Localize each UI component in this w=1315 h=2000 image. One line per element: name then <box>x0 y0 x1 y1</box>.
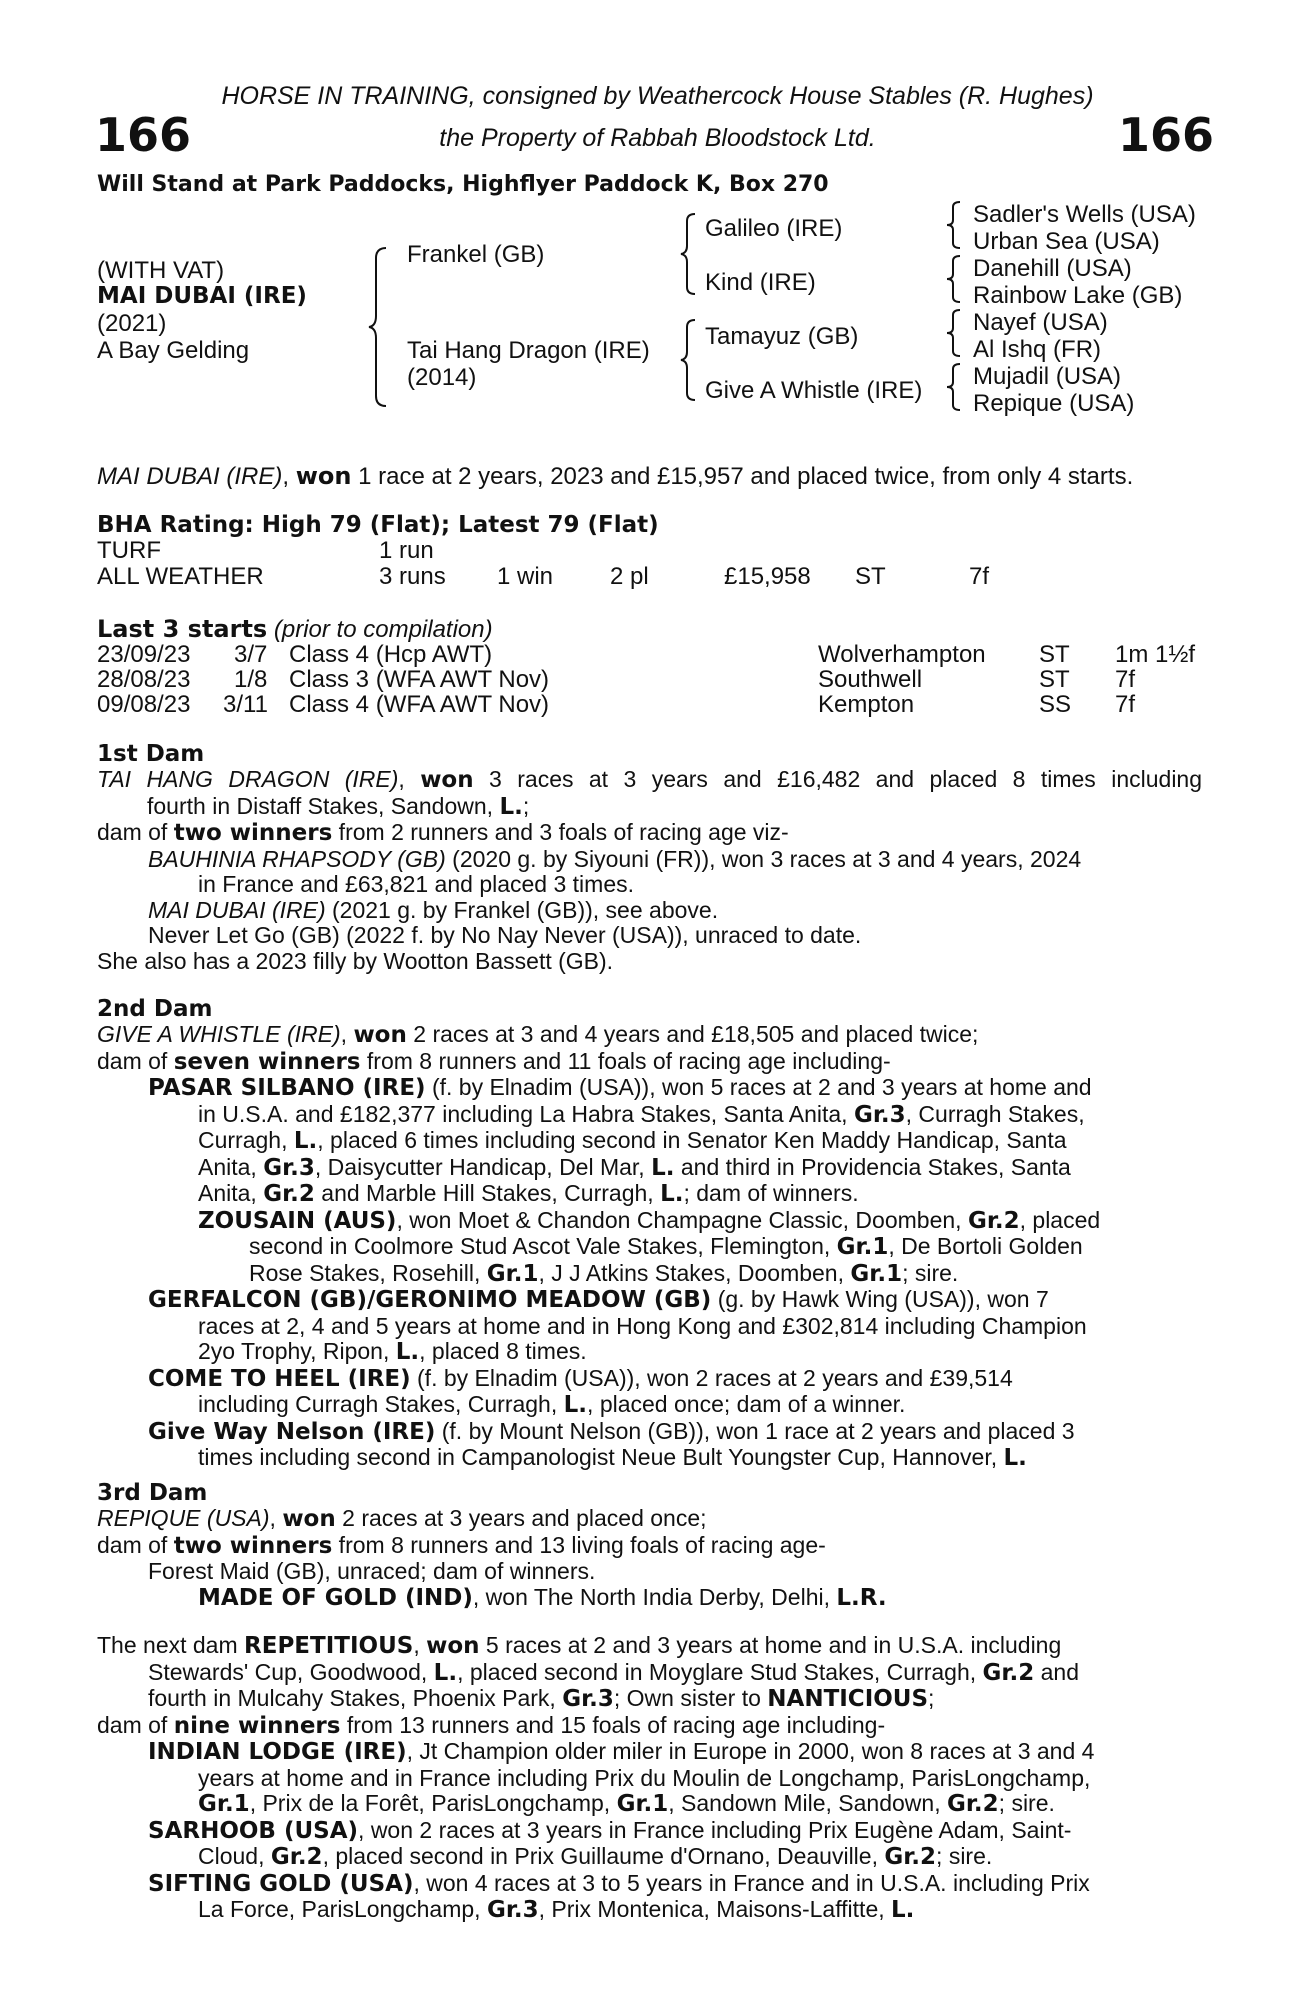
lot-number-left: 166 <box>95 108 192 162</box>
race-summary: MAI DUBAI (IRE), won 1 race at 2 years, 2023 and £15,957 and placed twice, from only 4 starts. <box>97 462 1134 490</box>
next-dam-paragraph: The next dam REPETITIOUS, won 5 races at 2 and 3 years at home and in U.S.A. including Stewards' Cup, Goodwood, L., placed second in Moyglare Stud Stakes, Curragh, Gr.2 and fourth in Mulcahy Stakes, Phoenix Park, Gr.3; Own sister to NANTICIOUS; dam of nine winners from 13 runners and 15 foals of racing age including- INDIAN LODGE (IRE), Jt Champion older miler in Europe in 2000, won 8 races at 3 and 4 years at home and in France including Prix du Moulin de Longchamp, ParisLongchamp, Gr.1, Prix de la Forêt, ParisLongchamp, Gr.1, Sandown Mile, Sandown, Gr.2; sire. SARHOOB (USA), won 2 races at 3 years in France including Prix Eugène Adam, Saint- Cloud, Gr.2, placed second in Prix Guillaume d'Ornano, Deauville, Gr.2; sire. SIFTING GOLD (USA), won 4 races at 3 to 5 years in France and in U.S.A. including Prix La Force, ParisLongchamp, Gr.3, Prix Montenica, Maisons-Laffitte, L. <box>97 1632 1095 1923</box>
grandsire-2: Tamayuz (GB) <box>705 323 859 350</box>
property-line: the Property of Rabbah Bloodstock Ltd. <box>439 124 876 152</box>
dam-name: Tai Hang Dragon (IRE) <box>407 337 650 364</box>
gg-ancestor-1: Sadler's Wells (USA) <box>973 201 1196 228</box>
sire-dam-brace <box>366 246 392 408</box>
vat-note: (WITH VAT) <box>97 257 225 284</box>
ggp-brace-4 <box>944 362 964 412</box>
catalogue-page: HORSE IN TRAINING, consigned by Weathercock House Stables (R. Hughes) the Property of Rabbah Bloodstock Ltd. 166 166 Will Stand at Park Paddocks, Highflyer Paddock K, Box 270 (WITH VAT) MAI DUBAI (IRE) (2021) A Bay Gelding Frankel (GB) Tai Hang Dragon (IRE) (2014) Galileo (IRE) Kind (IRE) Tamayuz (GB) Give A Whistle (IRE) Sadler's Wells (USA) Urban Sea (USA) Danehill (USA) Rainbow Lake (GB) Nayef (USA) Al Ishq (FR) Mujadil (USA) Repique (USA) MAI DUBAI (IRE), won 1 race at 2 years, 2023 and £15,957 and placed twice, from only 4 starts. BHA Rating: High 79 (Flat); Latest 79 (Flat) TURF 1 run ALL WEATHER 3 runs 1 win 2 pl £15,958 ST 7f Last 3 starts (prior to compilation) 23/09/23 3/7 Class 4 (Hcp AWT) Wolverhampton ST 1m 1½f 28/08/23 1/8 Class 3 (WFA AWT Nov) Southwell ST 7f 09/08/23 3/11 Class 4 (WFA AWT Nov) Kempton SS 7f 1st Dam TAI HANG DRAGON (IRE), won 3 races at 3 years and £16,482 and placed 8 times including fourth in Distaff Stakes, Sandown, L.; dam of two winners from 2 runners and 3 foals of racing age viz- BAUHINIA RHAPSODY (GB) (2020 g. by Siyouni (FR)), won 3 races at 3 and 4 years, 2024 in France and £63,821 and placed 3 times. MAI DUBAI (IRE) (2021 g. by Frankel (GB)), see above. Never Let Go (GB) (2022 f. by No Nay Never (USA)), unraced to date. She also has a 2023 filly by Wootton Bassett (GB). 2nd Dam GIVE A WHISTLE (IRE), won 2 races at 3 and 4 years and £18,505 and placed twice; dam of seven winners from 8 runners and 11 foals of racing age including- PASAR SILBANO (IRE) (f. by Elnadim (USA)), won 5 races at 2 and 3 years at home and in U.S.A. and £182,377 including La Habra Stakes, Santa Anita, Gr.3, Curragh Stakes, Curragh, L., placed 6 times including second in Senator Ken Maddy Handicap, Santa Anita, Gr.3, Daisycutter Handicap, Del Mar, L. and third in Providencia Stakes, Santa Anita, Gr.2 and Marble Hill Stakes, Curragh, L.; dam of winners. ZOUSAIN (AUS), won Moet & Chandon Champagne Classic, Doomben, Gr.2, placed second in Coolmore Stud Ascot Vale Stakes, Flemington, Gr.1, De Bortoli Golden Rose Stakes, Rosehill, Gr.1, J J Atkins Stakes, Doomben, Gr.1; sire. GERFALCON (GB)/GERONIMO MEADOW (GB) (g. by Hawk Wing (USA)), won 7 races at 2, 4 and 5 years at home and in Hong Kong and £302,814 including Champion 2yo Trophy, Ripon, L., placed 8 times. COME TO HEEL (IRE) (f. by Elnadim (USA)), won 2 races at 2 years and £39,514 including Curragh Stakes, Curragh, L., placed once; dam of a winner. Give Way Nelson (IRE) (f. by Mount Nelson (GB)), won 1 race at 2 years and placed 3 times including second in Campanologist Neue Bult Youngster Cup, Hannover, L. 3rd Dam REPIQUE (USA), won 2 races at 3 years and placed once; dam of two winners from 8 runners and 13 living foals of racing age- Forest Maid (GB), unraced; dam of winners. MADE OF GOLD (IND), won The North India Derby, Delhi, L.R. The next dam REPETITIOUS, won 5 races at 2 and 3 years at home and in U.S.A. including Stewards' Cup, Goodwood, L., placed second in Moyglare Stud Stakes, Curragh, Gr.2 and fourth in Mulcahy Stakes, Phoenix Park, Gr.3; Own sister to NANTICIOUS; dam of nine winners from 13 runners and 15 foals of racing age including- INDIAN LODGE (IRE), Jt Champion older miler in Europe in 2000, won 8 races at 3 and 4 years at home and in France including Prix du Moulin de Longchamp, ParisLongchamp, Gr.1, Prix de la Forêt, ParisLongchamp, Gr.1, Sandown Mile, Sandown, Gr.2; sire. SARHOOB (USA), won 2 races at 3 years in France including Prix Eugène Adam, Saint- Cloud, Gr.2, placed second in Prix Guillaume d'Ornano, Deauville, Gr.2; sire. SIFTING GOLD (USA), won 4 races at 3 to 5 years in France and in U.S.A. including Prix La Force, ParisLongchamp, Gr.3, Prix Montenica, Maisons-Laffitte, L. <box>0 0 1315 2000</box>
bha-rating-heading: BHA Rating: High 79 (Flat); Latest 79 (Flat) <box>97 512 659 538</box>
dam-line-brace <box>677 318 699 402</box>
gg-ancestor-8: Repique (USA) <box>973 390 1135 417</box>
sire-name: Frankel (GB) <box>407 241 545 268</box>
third-dam-paragraph: REPIQUE (USA), won 2 races at 3 years and placed once; dam of two winners from 8 runners and 13 living foals of racing age- Forest Maid (GB), unraced; dam of winners. MADE OF GOLD (IND), won The North India Derby, Delhi, L.R. <box>97 1505 887 1611</box>
ggp-brace-1 <box>944 200 964 250</box>
granddam-1: Kind (IRE) <box>705 269 816 296</box>
gg-ancestor-7: Mujadil (USA) <box>973 363 1122 390</box>
horse-name: MAI DUBAI (IRE) <box>97 283 307 309</box>
first-dam-heading: 1st Dam <box>97 741 205 767</box>
second-dam-heading: 2nd Dam <box>97 996 213 1022</box>
grandsire-1: Galileo (IRE) <box>705 215 843 242</box>
stable-location: Will Stand at Park Paddocks, Highflyer Paddock K, Box 270 <box>97 172 829 197</box>
gg-ancestor-6: Al Ishq (FR) <box>973 336 1102 363</box>
horse-year: (2021) <box>97 310 167 337</box>
gg-ancestor-3: Danehill (USA) <box>973 255 1132 282</box>
last-3-starts-heading: Last 3 starts (prior to compilation) <box>97 615 493 643</box>
consignor-line: HORSE IN TRAINING, consigned by Weathercock House Stables (R. Hughes) <box>221 82 1094 110</box>
third-dam-heading: 3rd Dam <box>97 1480 208 1506</box>
ggp-brace-3 <box>944 308 964 358</box>
gg-ancestor-5: Nayef (USA) <box>973 309 1108 336</box>
gg-ancestor-4: Rainbow Lake (GB) <box>973 282 1183 309</box>
sire-line-brace <box>677 212 699 296</box>
granddam-2: Give A Whistle (IRE) <box>705 377 923 404</box>
horse-description: A Bay Gelding <box>97 337 250 364</box>
lot-number-right: 166 <box>1118 108 1215 162</box>
first-dam-paragraph: TAI HANG DRAGON (IRE), won 3 races at 3 years and £16,482 and placed 8 times including fourth in Distaff Stakes, Sandown, L.; dam of two winners from 2 runners and 3 foals of racing age viz- BAUHINIA RHAPSODY (GB) (2020 g. by Siyouni (FR)), won 3 races at 3 and 4 years, 2024 in France and £63,821 and placed 3 times. MAI DUBAI (IRE) (2021 g. by Frankel (GB)), see above. Never Let Go (GB) (2022 f. by No Nay Never (USA)), unraced to date. She also has a 2023 filly by Wootton Bassett (GB). <box>97 766 1203 974</box>
ggp-brace-2 <box>944 254 964 304</box>
dam-year: (2014) <box>407 364 477 391</box>
gg-ancestor-2: Urban Sea (USA) <box>973 228 1160 255</box>
second-dam-paragraph: GIVE A WHISTLE (IRE), won 2 races at 3 and 4 years and £18,505 and placed twice; dam of seven winners from 8 runners and 11 foals of racing age including- PASAR SILBANO (IRE) (f. by Elnadim (USA)), won 5 races at 2 and 3 years at home and in U.S.A. and £182,377 including La Habra Stakes, Santa Anita, Gr.3, Curragh Stakes, Curragh, L., placed 6 times including second in Senator Ken Maddy Handicap, Santa Anita, Gr.3, Daisycutter Handicap, Del Mar, L. and third in Providencia Stakes, Santa Anita, Gr.2 and Marble Hill Stakes, Curragh, L.; dam of winners. ZOUSAIN (AUS), won Moet & Chandon Champagne Classic, Doomben, Gr.2, placed second in Coolmore Stud Ascot Vale Stakes, Flemington, Gr.1, De Bortoli Golden Rose Stakes, Rosehill, Gr.1, J J Atkins Stakes, Doomben, Gr.1; sire. GERFALCON (GB)/GERONIMO MEADOW (GB) (g. by Hawk Wing (USA)), won 7 races at 2, 4 and 5 years at home and in Hong Kong and £302,814 including Champion 2yo Trophy, Ripon, L., placed 8 times. COME TO HEEL (IRE) (f. by Elnadim (USA)), won 2 races at 2 years and £39,514 including Curragh Stakes, Curragh, L., placed once; dam of a winner. Give Way Nelson (IRE) (f. by Mount Nelson (GB)), won 1 race at 2 years and placed 3 times including second in Campanologist Neue Bult Youngster Cup, Hannover, L. <box>97 1021 1101 1471</box>
